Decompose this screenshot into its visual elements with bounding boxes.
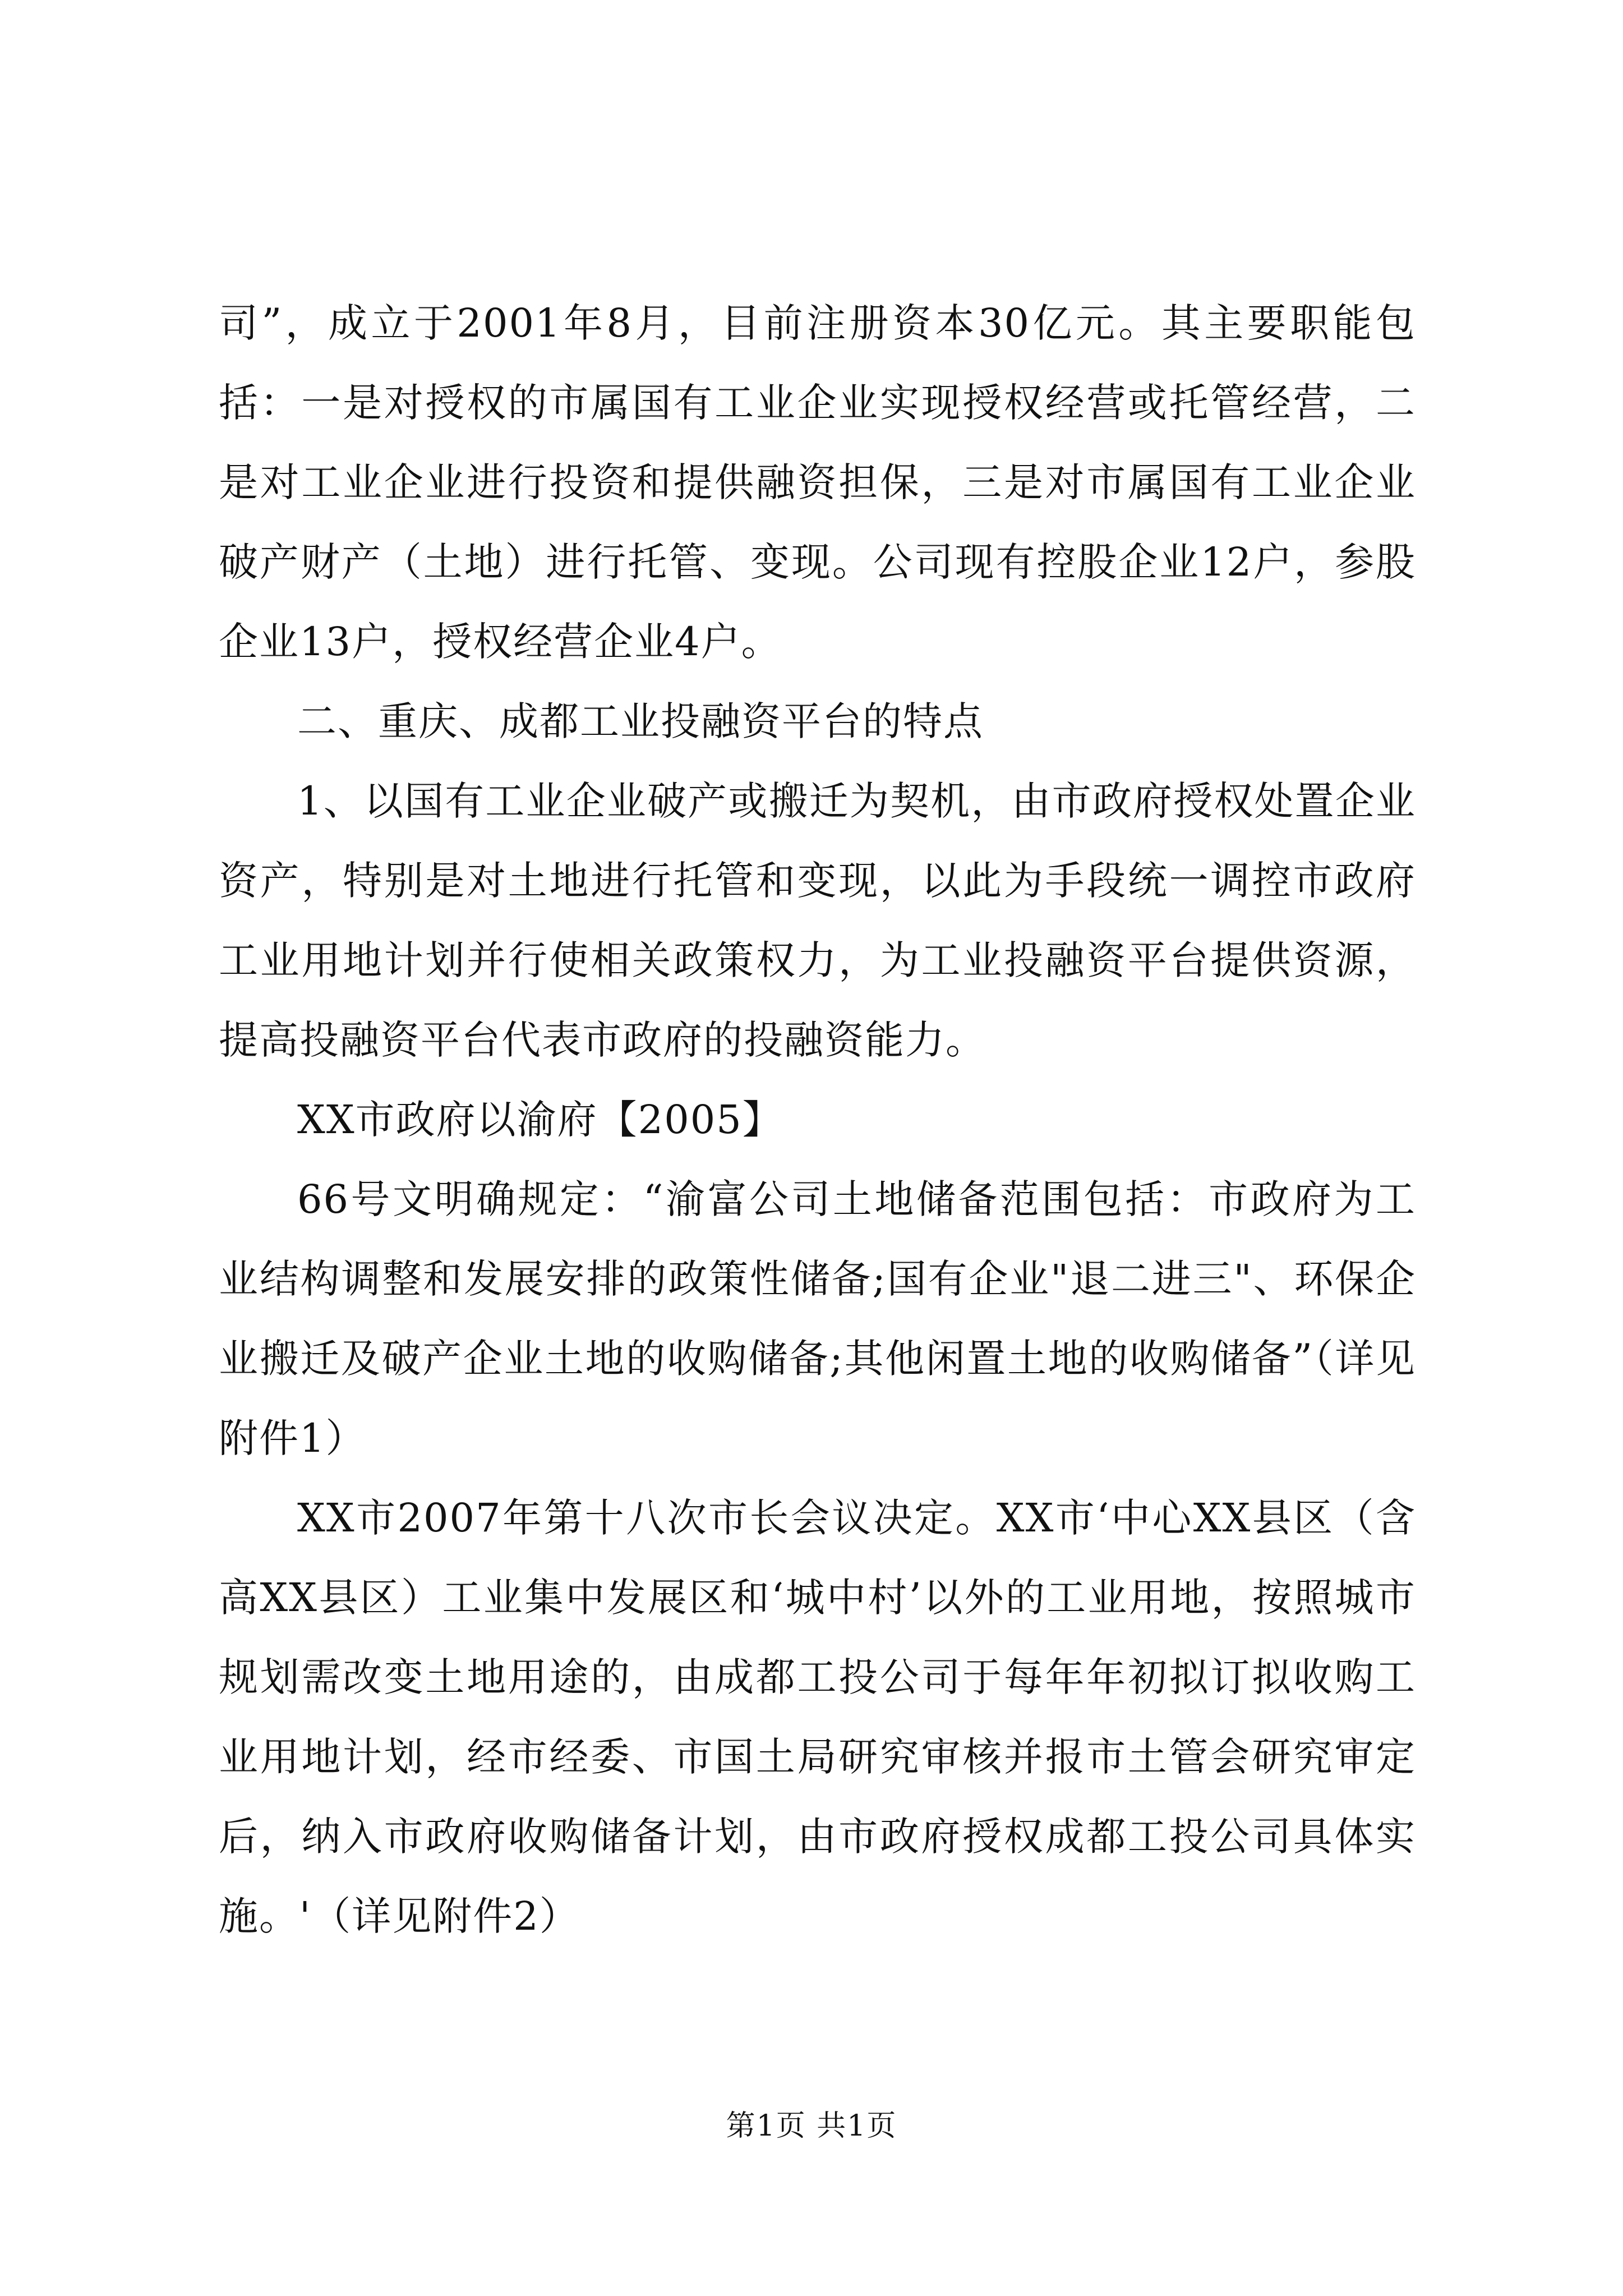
paragraph-chongqing-regulation: 66号文明确规定：“渝富公司土地储备范围包括：市政府为工业结构调整和发展安排的政策性储备;国有企业"退二进三"、环保企业搬迁及破产企业土地的收购储备;其他闲置土地的收购储备”（详见附件1） (219, 1176, 1416, 1461)
document-body (219, 283, 1416, 1956)
section-heading-features: 二、重庆、成都工业投融资平台的特点 (297, 698, 984, 744)
paragraph-chengdu-decision: XX市2007年第十八次市长会议决定。XX市‘中心XX县区（含高XX县区）工业集中发展区和‘城中村’以外的工业用地，按照城市规划需改变土地用途的，由成都工投公司于每年年初拟订拟收购工业用地计划，经市经委、市国土局研究审核并报市土管会研究审定后，纳入市政府收购储备计划，由市政府授权成都工投公司具体实施。'（详见附件2） (219, 1495, 1416, 1939)
paragraph-chongqing-doc-ref: XX市政府以渝府【2005】 (297, 1097, 783, 1143)
paragraph-company-intro: 司”，成立于2001年8月，目前注册资本30亿元。其主要职能包括：一是对授权的市属国有工业企业实现授权经营或托管经营，二是对工业企业进行投资和提供融资担保，三是对市属国有工业企业破产财产（土地）进行托管、变现。公司现有控股企业12户，参股企业13户，授权经营企业4户。 (219, 300, 1416, 665)
page-footer: 第1页 共1页 (726, 2109, 897, 2143)
paragraph-feature-1: 1、以国有工业企业破产或搬迁为契机，由市政府授权处置企业资产，特别是对土地进行托管和变现，以此为手段统一调控市政府工业用地计划并行使相关政策权力，为工业投融资平台提供资源，提高投融资平台代表市政府的投融资能力。 (219, 778, 1416, 1063)
